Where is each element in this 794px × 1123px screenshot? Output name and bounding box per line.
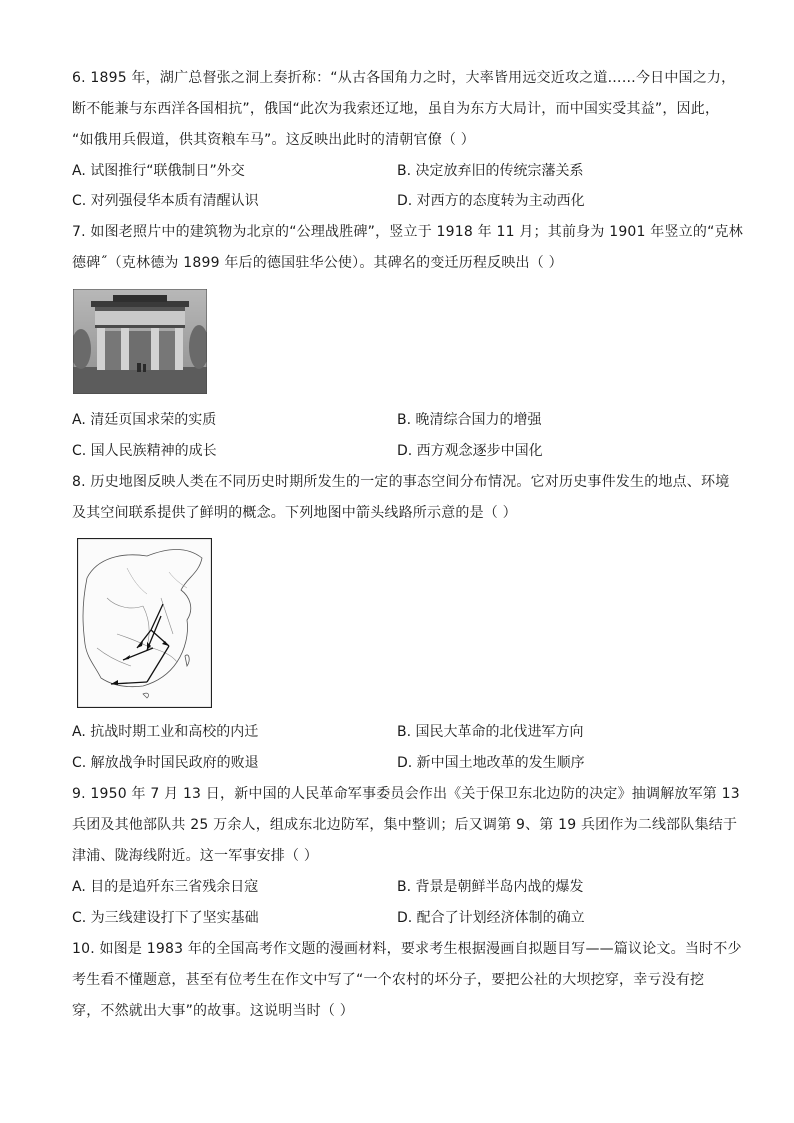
q9-option-b: B. 背景是朝鲜半岛内战的爆发 <box>397 879 584 895</box>
q9-stem-line-2: 兵团及其他部队共 25 万余人，组成东北边防军，集中整训；后又调第 9、第 19 兵团作为二线部队集结于 <box>72 817 738 833</box>
q7-stem-line-1: 7. 如图老照片中的建筑物为北京的“公理战胜碑”，竖立于 1918 年 11 月；其前身为 1901 年竖立的“克林 <box>72 224 743 240</box>
q6-stem-line-3: “如俄用兵假道，供其资粮车马”。这反映出此时的清朝官僚（ ） <box>72 132 475 148</box>
q8-option-c: C. 解放战争时国民政府的败退 <box>72 755 259 771</box>
q9-option-d: D. 配合了计划经济体制的确立 <box>397 910 585 926</box>
q6-stem-line-1: 6. 1895 年，湖广总督张之洞上奏折称：“从古各国角力之时，大率皆用远交近攻之道……今日中国之力， <box>72 70 736 86</box>
q9-option-a: A. 目的是追歼东三省残余日寇 <box>72 879 259 895</box>
q6-option-b: B. 决定放弃旧的传统宗藩关系 <box>397 163 584 179</box>
q10-stem-line-3: 穿，不然就出大事”的故事。这说明当时（ ） <box>72 1003 354 1019</box>
q6-option-a: A. 试图推行“联俄制日”外交 <box>72 163 245 179</box>
q6-stem-line-2: 断不能兼与东西洋各国相抗”，俄国“此次为我索还辽地，虽自为东方大局计，而中国实受其益”，因此， <box>72 101 720 117</box>
q9-stem-line-3: 津浦、陇海线附近。这一军事安排（ ） <box>72 848 319 864</box>
q8-stem-line-1: 8. 历史地图反映人类在不同历史时期所发生的一定的事态空间分布情况。它对历史事件发生的地点、环境 <box>72 474 730 490</box>
q6-option-c: C. 对列强侵华本质有清醒认识 <box>72 193 259 209</box>
q8-option-d: D. 新中国土地改革的发生顺序 <box>397 755 585 771</box>
q7-stem-line-2: 德碑˝（克林德为 1899 年后的德国驻华公使）。其碑名的变迁历程反映出（ ） <box>72 255 563 271</box>
q8-option-a: A. 抗战时期工业和高校的内迁 <box>72 724 259 740</box>
q8-stem-line-2: 及其空间联系提供了鲜明的概念。下列地图中箭头线路所示意的是（ ） <box>72 505 517 521</box>
q7-option-d: D. 西方观念逐步中国化 <box>397 443 543 459</box>
q9-option-c: C. 为三线建设打下了坚实基础 <box>72 910 259 926</box>
china-route-map <box>77 538 212 708</box>
q9-stem-line-1: 9. 1950 年 7 月 13 日，新中国的人民革命军事委员会作出《关于保卫东北边防的决定》抽调解放军第 13 <box>72 786 740 802</box>
q10-stem-line-2: 考生看不懂题意，甚至有位考生在作文中写了“一个农村的坏分子，要把公社的大坝挖穿，幸亏没有挖 <box>72 972 705 988</box>
q7-option-a: A. 清廷页国求荣的实质 <box>72 412 217 428</box>
q8-option-b: B. 国民大革命的北伐进军方向 <box>397 724 584 740</box>
memorial-archway-photo <box>73 289 207 394</box>
q7-option-b: B. 晚清综合国力的增强 <box>397 412 542 428</box>
q7-option-c: C. 国人民族精神的成长 <box>72 443 217 459</box>
q10-stem-line-1: 10. 如图是 1983 年的全国高考作文题的漫画材料，要求考生根据漫画自拟题目写——篇议论文。当时不少 <box>72 941 742 957</box>
q6-option-d: D. 对西方的态度转为主动西化 <box>397 193 585 209</box>
